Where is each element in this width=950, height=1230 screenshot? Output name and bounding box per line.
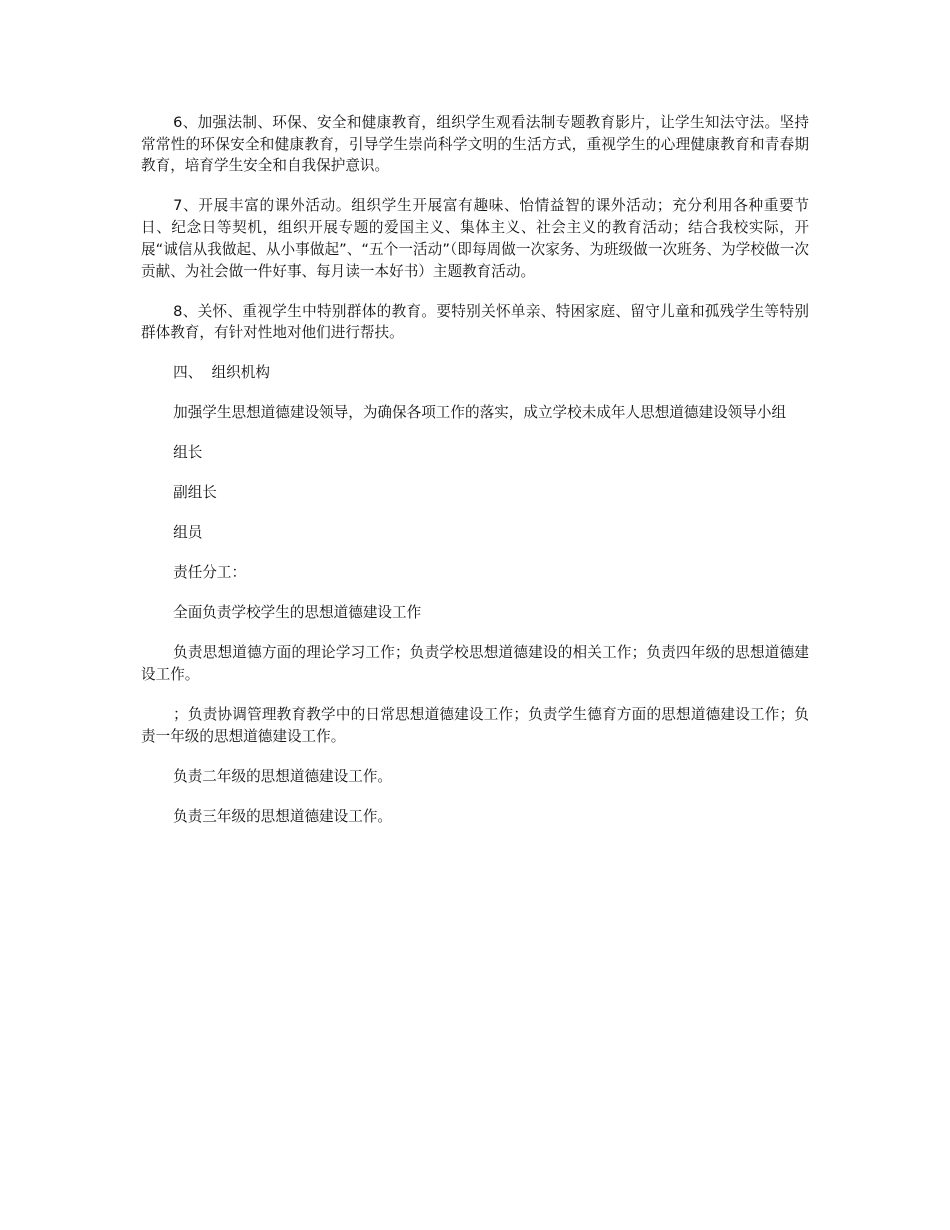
role-leader: 组长 bbox=[173, 444, 203, 462]
paragraph-leadership-group: 加强学生思想道德建设领导，为确保各项工作的落实，成立学校未成年人思想道德建设领导小组 bbox=[173, 404, 787, 422]
responsibility-coordination: ；负责协调管理教育教学中的日常思想道德建设工作；负责学生德育方面的思想道德建设工作；负责一年级的思想道德建设工作。 bbox=[141, 705, 809, 745]
responsibility-theory: 负责思想道德方面的理论学习工作；负责学校思想道德建设的相关工作；负责四年级的思想道德建设工作。 bbox=[141, 644, 809, 683]
document-body bbox=[141, 112, 809, 846]
responsibility-grade-three: 负责三年级的思想道德建设工作。 bbox=[173, 807, 393, 825]
responsibility-heading: 责任分工： bbox=[173, 564, 247, 582]
role-member: 组员 bbox=[173, 524, 203, 542]
section-heading-organization: 四、 组织机构 bbox=[173, 364, 270, 382]
responsibility-grade-two: 负责二年级的思想道德建设工作。 bbox=[173, 767, 393, 785]
paragraph-item-7: 7、开展丰富的课外活动。组织学生开展富有趣味、怡情益智的课外活动；充分利用各种重要节日、纪念日等契机，组织开展专题的爱国主义、集体主义、社会主义的教育活动；结合我校实际，开展“诚信从我做起、从小事做起”、“五个一活动”（即每周做一次家务、为班级做一次班务、为学校做一次贡献、为社会做一件好事、每月读一本好书）主题教育活动。 bbox=[141, 197, 809, 280]
role-deputy-leader: 副组长 bbox=[173, 484, 217, 502]
paragraph-item-8: 8、关怀、重视学生中特别群体的教育。要特别关怀单亲、特困家庭、留守儿童和孤残学生等特别群体教育，有针对性地对他们进行帮扶。 bbox=[141, 302, 809, 342]
paragraph-item-6: 6、加强法制、环保、安全和健康教育，组织学生观看法制专题教育影片，让学生知法守法。坚持常常性的环保安全和健康教育，引导学生崇尚科学文明的生活方式，重视学生的心理健康教育和青春期教育，培育学生安全和自我保护意识。 bbox=[141, 114, 809, 175]
responsibility-overall: 全面负责学校学生的思想道德建设工作 bbox=[173, 604, 422, 622]
